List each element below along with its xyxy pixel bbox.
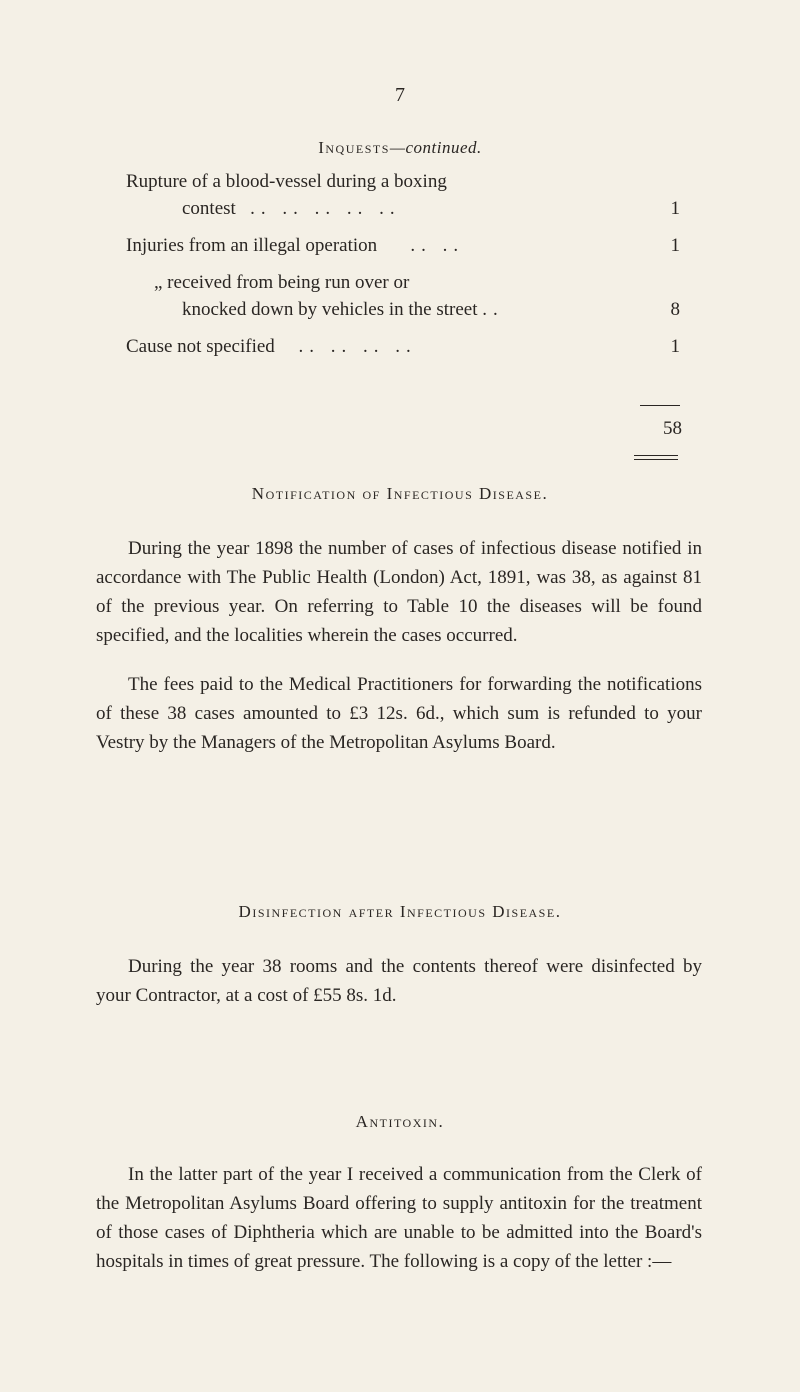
row-label-continued: knocked down by vehicles in the street bbox=[182, 299, 478, 320]
leader-dots: .. bbox=[482, 299, 504, 320]
notification-heading: Notification of Infectious Disease. bbox=[251, 484, 549, 503]
antitoxin-heading: Antitoxin. bbox=[355, 1112, 445, 1131]
total-rule bbox=[640, 405, 680, 406]
row-label: Cause not specified bbox=[126, 336, 275, 357]
notification-paragraph-2: The fees paid to the Medical Practitioners for forwarding the notifications of these 38 cases amounted to £3 12s. 6d., which sum is refunded to your Vestry by the Managers of the Metropolitan Asylums Board. bbox=[96, 674, 702, 753]
inquests-heading-continued: —continued. bbox=[389, 138, 482, 157]
table-row bbox=[126, 232, 686, 259]
row-count: 1 bbox=[670, 235, 680, 256]
row-count: 1 bbox=[670, 336, 680, 357]
disinfection-heading: Disinfection after Infectious Disease. bbox=[238, 902, 562, 921]
row-label: Rupture of a blood-vessel during a boxing bbox=[126, 171, 447, 192]
inquests-total: 58 bbox=[663, 418, 682, 439]
row-count: 1 bbox=[670, 198, 680, 219]
antitoxin-paragraph: In the latter part of the year I received a communication from the Clerk of the Metropolitan Asylums Board offering to supply antitoxin for the treatment of those cases of Diphtheria which are unable to be admitted into the Board's hospitals in times of great pressure. The following is a copy of the letter :— bbox=[96, 1164, 702, 1272]
disinfection-paragraph: During the year 38 rooms and the contents thereof were disinfected by your Contractor, at a cost of £55 8s. 1d. bbox=[96, 956, 702, 1006]
table-row bbox=[126, 168, 686, 222]
leader-dots: .. .. bbox=[410, 235, 465, 256]
table-row bbox=[126, 333, 686, 360]
total-double-rule bbox=[634, 455, 678, 460]
row-count: 8 bbox=[670, 299, 680, 320]
notification-paragraph-1: During the year 1898 the number of cases of infectious disease notified in accordance with The Public Health (London) Act, 1891, was 38, as against 81 of the previous year. On referring to Table 10 the diseases will be found specified, and the localities wherein the cases occurred. bbox=[96, 538, 702, 646]
page-number: 7 bbox=[395, 84, 405, 106]
leader-dots: .. .. .. .. bbox=[298, 336, 417, 357]
row-label-continued: contest bbox=[182, 198, 236, 219]
leader-dots: .. .. .. .. .. bbox=[250, 198, 401, 219]
table-row bbox=[126, 269, 686, 323]
row-label: „ received from being run over or bbox=[154, 272, 410, 293]
row-label: Injuries from an illegal operation bbox=[126, 235, 378, 256]
inquests-heading bbox=[0, 138, 800, 158]
inquests-heading-main: Inquests bbox=[318, 138, 390, 157]
inquests-table bbox=[126, 168, 686, 370]
